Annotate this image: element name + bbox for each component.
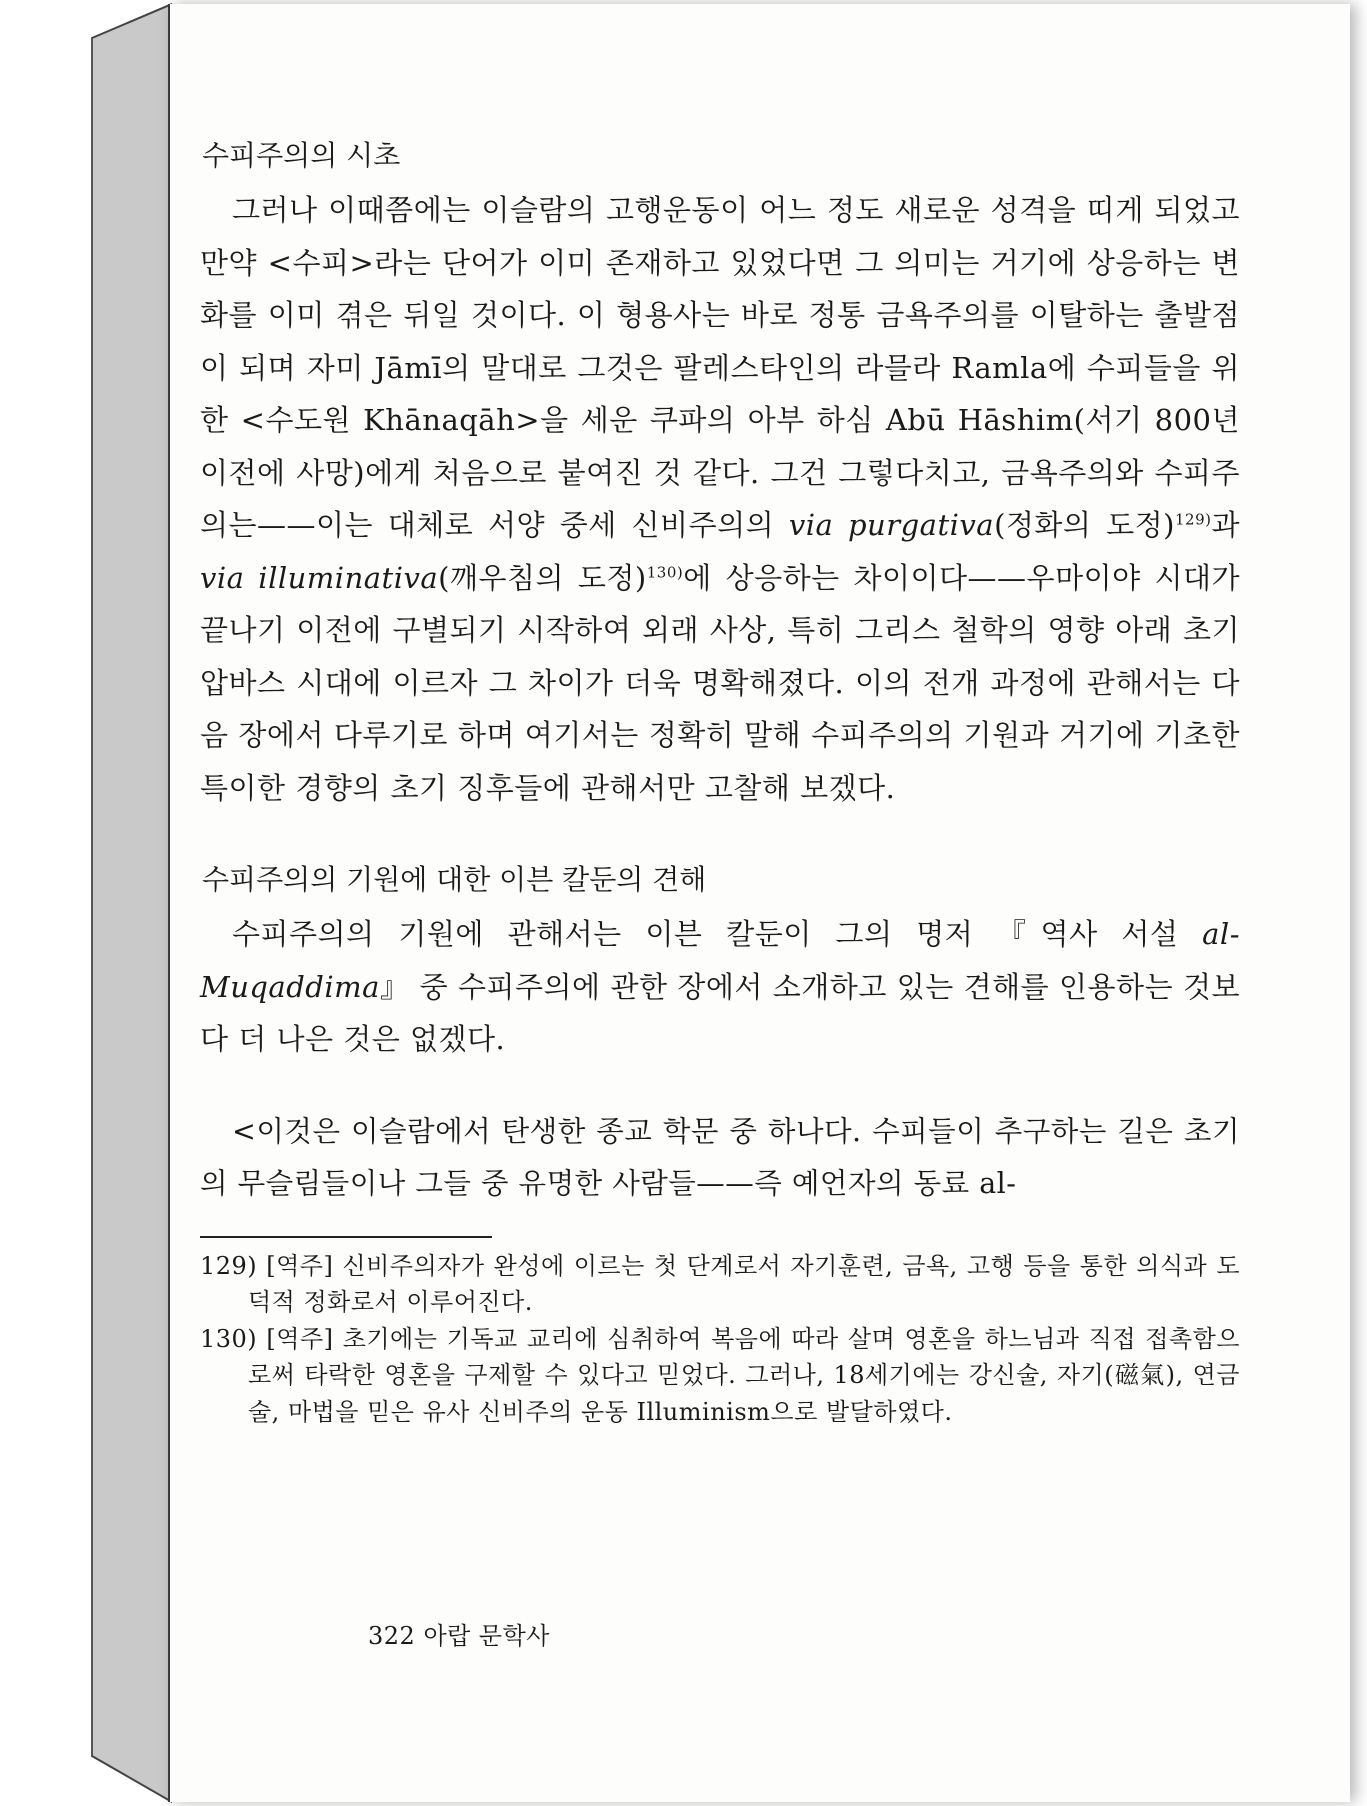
via-purgativa-term: via purgativa — [788, 508, 995, 542]
paragraph-origins — [200, 184, 1240, 814]
via-illuminativa-term: via illuminativa — [200, 560, 439, 595]
footnote-number: 130) — [200, 1324, 258, 1353]
paragraph-ibn-khaldun — [200, 908, 1240, 1066]
footnote-ref-130: 130) — [646, 562, 684, 581]
footnote-ref-129: 129) — [1174, 510, 1212, 529]
footnote-divider — [200, 1236, 492, 1238]
paragraph-ibn-khaldun-start: 수피주의의 기원에 관해서는 이븐 칼둔이 그의 명저 『역사 서설 — [232, 917, 1203, 951]
footnote-129 — [200, 1248, 1240, 1321]
via-illuminativa-gloss: (깨우침의 도정) — [438, 560, 647, 595]
book-spine — [0, 0, 172, 1806]
paragraph-ibn-khaldun-end: 』 중 수피주의에 관한 장에서 소개하고 있는 견해를 인용하는 것보다 더 나은 것은 없겠다. — [200, 969, 1240, 1056]
footnote-text: [역주] 초기에는 기독교 교리에 심취하여 복음에 따라 살며 영혼을 하느님과 직접 접촉함으로써 타락한 영혼을 구제할 수 있다고 믿었다. 그러나, 18세기에는 강신술, 자기(磁氣), 연금술, 마법을 믿은 유사 신비주의 운동 Illuminism으로 발달하였다. — [248, 1324, 1240, 1426]
footnote-text: [역주] 신비주의자가 완성에 이르는 첫 단계로서 자기훈련, 금욕, 고행 등을 통한 의식과 도덕적 정화로서 이루어진다. — [248, 1251, 1240, 1316]
section-heading-ibn-khaldun: 수피주의의 기원에 대한 이븐 칼둔의 견해 — [202, 863, 707, 896]
muqaddima-title: al-Muqaddima — [200, 917, 1240, 1004]
via-purgativa-gloss: (정화의 도정) — [994, 508, 1175, 542]
page-content — [200, 128, 1240, 1430]
paragraph-origins-end: 에 상응하는 차이이다——우마이야 시대가 끝나기 이전에 구별되기 시작하여 외래 사상, 특히 그리스 철학의 영향 아래 초기 압바스 시대에 이르자 그 차이가 더욱 명확해졌다. 이의 전개 과정에 관해서는 다음 장에서 다루기로 하며 여기서는 정확히 말해 수피주의의 기원과 거기에 기초한 특이한 경향의 초기 징후들에 관해서만 고찰해 보겠다. — [200, 560, 1241, 805]
footnote-number: 129) — [200, 1251, 258, 1280]
paragraph-origins-text: 그러나 이때쯤에는 이슬람의 고행운동이 어느 정도 새로운 성격을 띠게 되었고 만약 <수피>라는 단어가 이미 존재하고 있었다면 그 의미는 거기에 상응하는 변화를 이미 겪은 뒤일 것이다. 이 형용사는 바로 정통 금욕주의를 이탈하는 출발점이 되며 자미 Jāmī의 말대로 그것은 팔레스타인의 라믈라 Ramla에 수피들을 위한 <수도원 Khānaqāh>을 세운 쿠파의 아부 하심 Abū Hāshim(서기 800년 이전에 사망)에게 처음으로 붙여진 것 같다. 그건 그렇다치고, 금욕주의와 수피주의는——이는 대체로 서양 중세 신비주의의 — [200, 193, 1240, 542]
section-heading-origins: 수피주의의 시초 — [202, 139, 401, 172]
page-folio: 322 아랍 문학사 — [368, 1622, 550, 1650]
quotation: <이것은 이슬람에서 탄생한 종교 학문 중 하나다. 수피들이 추구하는 길은 초기의 무슬림들이나 그들 중 유명한 사람들——즉 예언자의 동료 al- — [200, 1114, 1240, 1200]
conjunction: 과 — [1211, 508, 1240, 542]
footnote-130 — [200, 1321, 1240, 1431]
